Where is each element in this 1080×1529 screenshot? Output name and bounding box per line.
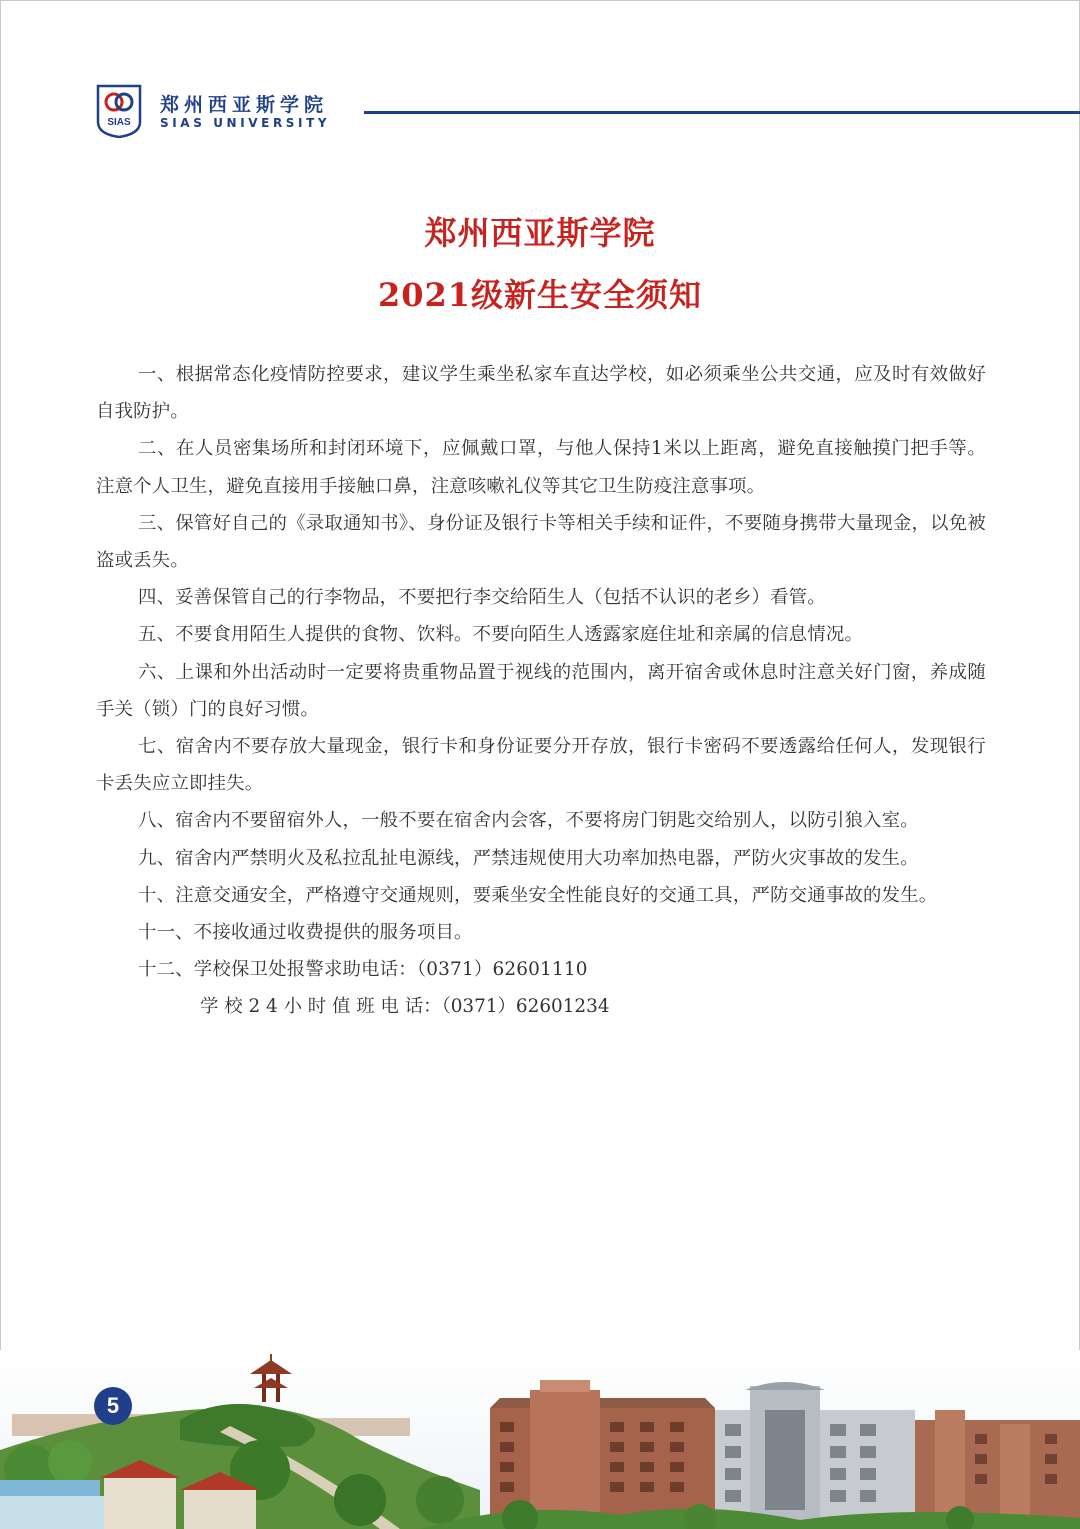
title-line-2: 2021级新生安全须知 — [377, 276, 703, 314]
school-name-en: SIAS UNIVERSITY — [160, 116, 331, 130]
notice-item: 七、宿舍内不要存放大量现金，银行卡和身份证要分开存放，银行卡密码不要透露给任何人，发现银行卡丢失应立即挂失。 — [96, 736, 986, 795]
campus-scenery-illustration — [0, 1350, 1080, 1529]
notice-item: 一、根据常态化疫情防控要求，建议学生乘坐私家车直达学校，如必须乘坐公共交通，应及时有效做好自我防护。 — [96, 364, 986, 423]
duty-phone-line: 学 校 2 4 小 时 值 班 电 话：（0371）62601234 — [200, 996, 610, 1018]
brand — [160, 94, 330, 130]
notice-item: 三、保管好自己的《录取通知书》、身份证及银行卡等相关手续和证件，不要随身携带大量现金，以免被盗或丢失。 — [96, 512, 986, 572]
notice-item: 二、在人员密集场所和封闭环境下，应佩戴口罩，与他人保持1米以上距离，避免直接触摸门把手等。注意个人卫生，避免直接用手接触口鼻，注意咳嗽礼仪等其它卫生防疫注意事项。 — [96, 438, 986, 497]
notice-item: 四、妥善保管自己的行李物品，不要把行李交给陌生人（包括不认识的老乡）看管。 — [138, 587, 826, 609]
school-name-cn: 郑州西亚斯学院 — [160, 94, 329, 116]
notice-item: 八、宿舍内不要留宿外人，一般不要在宿舍内会客，不要将房门钥匙交给别人，以防引狼入室。 — [138, 810, 919, 832]
notice-body — [96, 356, 986, 1026]
notice-item: 十、注意交通安全，严格遵守交通规则，要乘坐安全性能良好的交通工具，严防交通事故的发生。 — [138, 884, 938, 906]
logo-text: SIAS — [107, 117, 131, 128]
notice-item: 十一、不接收通过收费提供的服务项目。 — [138, 922, 473, 944]
notice-item: 十二、学校保卫处报警求助电话：（0371）62601110 — [138, 959, 588, 981]
notice-item: 九、宿舍内严禁明火及私拉乱扯电源线，严禁违规使用大功率加热电器，严防火灾事故的发生。 — [138, 847, 919, 869]
notice-item: 五、不要食用陌生人提供的食物、饮料。不要向陌生人透露家庭住址和亲属的信息情况。 — [138, 624, 864, 646]
sias-logo — [96, 84, 142, 138]
notice-item: 六、上课和外出活动时一定要将贵重物品置于视线的范围内，离开宿舍或休息时注意关好门窗，养成随手关（锁）门的良好习惯。 — [96, 661, 986, 720]
header-rule — [364, 111, 1080, 114]
title-line-1: 郑州西亚斯学院 — [424, 214, 656, 252]
page-number: 5 — [94, 1387, 132, 1425]
